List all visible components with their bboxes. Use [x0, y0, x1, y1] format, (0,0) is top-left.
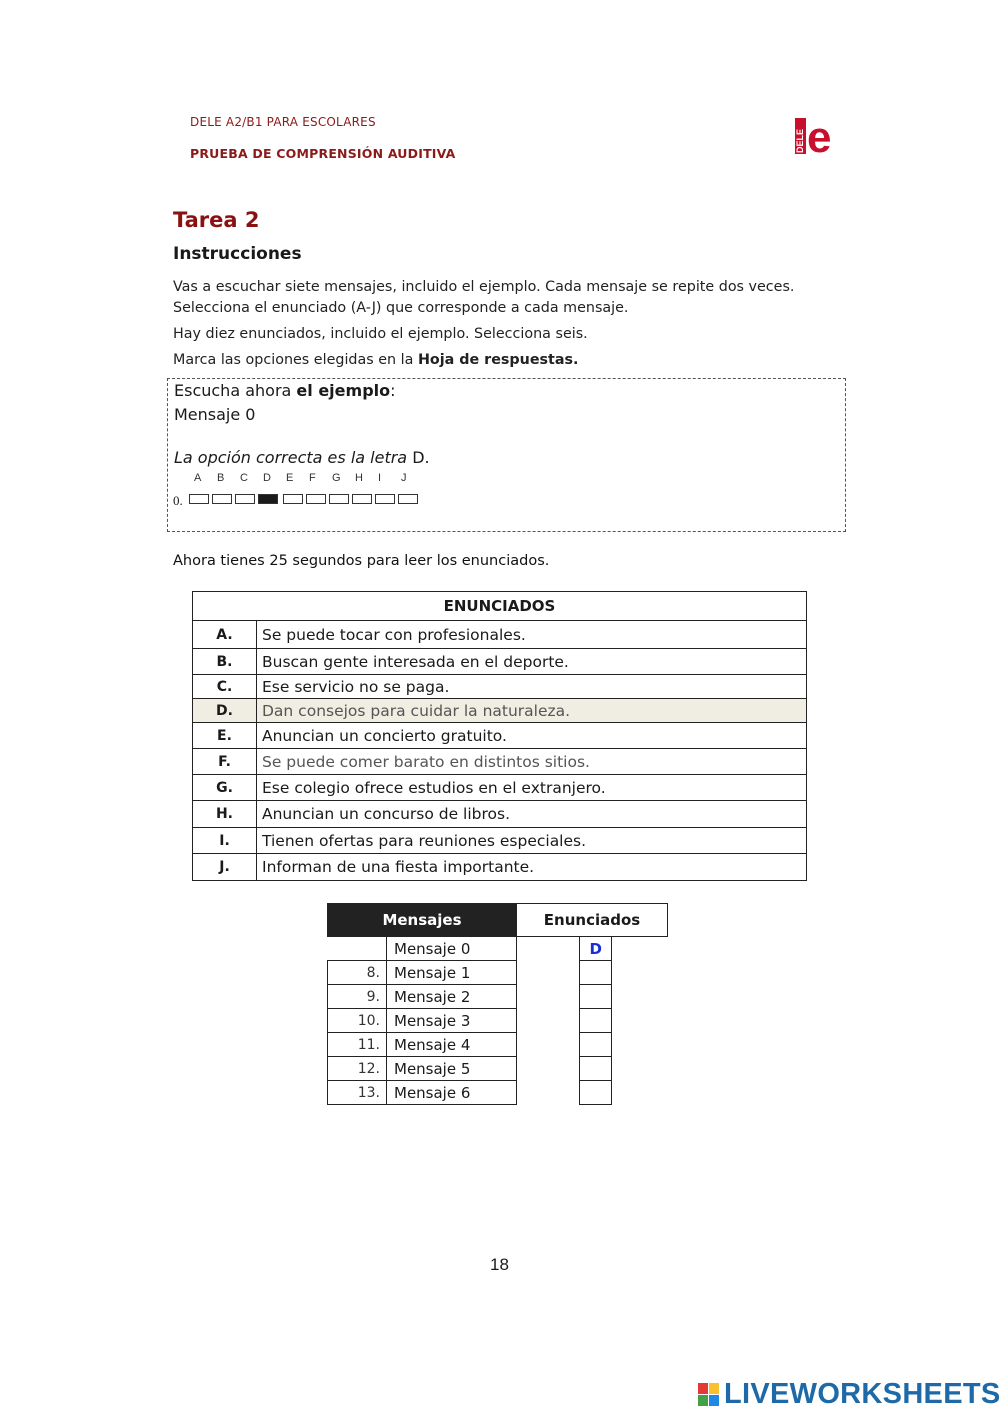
statement-text: Anuncian un concierto gratuito. — [257, 723, 807, 749]
message-name: Mensaje 1 — [387, 961, 517, 985]
liveworksheets-watermark — [698, 1378, 1000, 1411]
answer-bubble-f — [306, 494, 326, 504]
instruction-line-4: Marca las opciones elegidas en la Hoja de respuestas. — [173, 352, 579, 368]
answer-input-cell[interactable] — [580, 1081, 612, 1105]
message-number: 11. — [328, 1033, 387, 1057]
statement-text: Anuncian un concurso de libros. — [257, 801, 807, 828]
statement-letter: A. — [193, 621, 257, 649]
header-course: DELE A2/B1 PARA ESCOLARES — [190, 115, 376, 129]
logo-letter: e — [807, 114, 832, 158]
answer-input-cell[interactable] — [580, 985, 612, 1009]
statement-letter: E. — [193, 723, 257, 749]
answer-sheet-label: Hoja de respuestas. — [417, 352, 579, 368]
example-row-label: 0. — [173, 493, 183, 508]
answer-bubble-c — [235, 494, 255, 504]
watermark-text: LIVEWORKSHEETS — [724, 1378, 1000, 1410]
answer-input-cell[interactable] — [580, 1033, 612, 1057]
statement-letter: G. — [193, 775, 257, 801]
message-name: Mensaje 4 — [387, 1033, 517, 1057]
statements-header: ENUNCIADOS — [193, 592, 807, 621]
answer-bubble-d — [258, 494, 278, 504]
statements-column-header: Enunciados — [517, 904, 668, 937]
option-letters: A B C D E F G H I J — [194, 472, 407, 484]
message-name: Mensaje 3 — [387, 1009, 517, 1033]
answer-bubble-g — [329, 494, 349, 504]
statement-text: Buscan gente interesada en el deporte. — [257, 649, 807, 675]
statement-text: Tienen ofertas para reuniones especiales. — [257, 828, 807, 854]
reading-time-note: Ahora tienes 25 segundos para leer los enunciados. — [173, 553, 550, 569]
answer-bubble-a — [189, 494, 209, 504]
message-number: 10. — [328, 1009, 387, 1033]
answer-input-cell[interactable] — [580, 1009, 612, 1033]
message-name: Mensaje 5 — [387, 1057, 517, 1081]
answer-table — [327, 903, 668, 1105]
liveworksheets-logo-icon — [698, 1383, 720, 1407]
message-number: 12. — [328, 1057, 387, 1081]
answer-bubble-e — [283, 494, 303, 504]
task-title: Tarea 2 — [173, 208, 260, 232]
statement-text: Se puede comer barato en distintos sitios. — [257, 749, 807, 775]
statement-letter: B. — [193, 649, 257, 675]
instructions-heading: Instrucciones — [173, 244, 302, 264]
statement-text: Se puede tocar con profesionales. — [257, 621, 807, 649]
answer-bubble-j — [398, 494, 418, 504]
statement-letter: H. — [193, 801, 257, 828]
statement-text: Informan de una fiesta importante. — [257, 854, 807, 881]
dele-logo — [795, 114, 845, 158]
messages-header: Mensajes — [328, 904, 517, 937]
message-name: Mensaje 6 — [387, 1081, 517, 1105]
statement-letter: C. — [193, 675, 257, 699]
message-number: 8. — [328, 961, 387, 985]
message-name: Mensaje 0 — [387, 937, 517, 961]
instruction-line-2: Selecciona el enunciado (A-J) que corresponde a cada mensaje. — [173, 300, 629, 316]
example-answer-cell: D — [580, 937, 612, 961]
logo-text: DELE — [795, 128, 805, 153]
statement-text: Dan consejos para cuidar la naturaleza. — [257, 699, 807, 723]
page-number: 18 — [490, 1255, 509, 1274]
answer-bubble-h — [352, 494, 372, 504]
instruction-line-1: Vas a escuchar siete mensajes, incluido el ejemplo. Cada mensaje se repite dos veces. — [173, 279, 795, 295]
answer-bubble-b — [212, 494, 232, 504]
example-answer-text: La opción correcta es la letra D. — [174, 448, 430, 467]
answer-input-cell[interactable] — [580, 1057, 612, 1081]
statement-letter: D. — [193, 699, 257, 723]
header-test-name: PRUEBA DE COMPRENSIÓN AUDITIVA — [190, 146, 456, 161]
example-message-label: Mensaje 0 — [174, 405, 256, 424]
statement-letter: F. — [193, 749, 257, 775]
example-intro: Escucha ahora el ejemplo: — [174, 381, 396, 400]
answer-bubble-i — [375, 494, 395, 504]
statement-text: Ese colegio ofrece estudios en el extranjero. — [257, 775, 807, 801]
statement-text: Ese servicio no se paga. — [257, 675, 807, 699]
message-name: Mensaje 2 — [387, 985, 517, 1009]
statements-table — [192, 591, 807, 881]
message-number: 9. — [328, 985, 387, 1009]
answer-input-cell[interactable] — [580, 961, 612, 985]
message-number — [328, 937, 387, 961]
statement-letter: J. — [193, 854, 257, 881]
message-number: 13. — [328, 1081, 387, 1105]
statement-letter: I. — [193, 828, 257, 854]
instruction-line-3: Hay diez enunciados, incluido el ejemplo. Selecciona seis. — [173, 326, 588, 342]
